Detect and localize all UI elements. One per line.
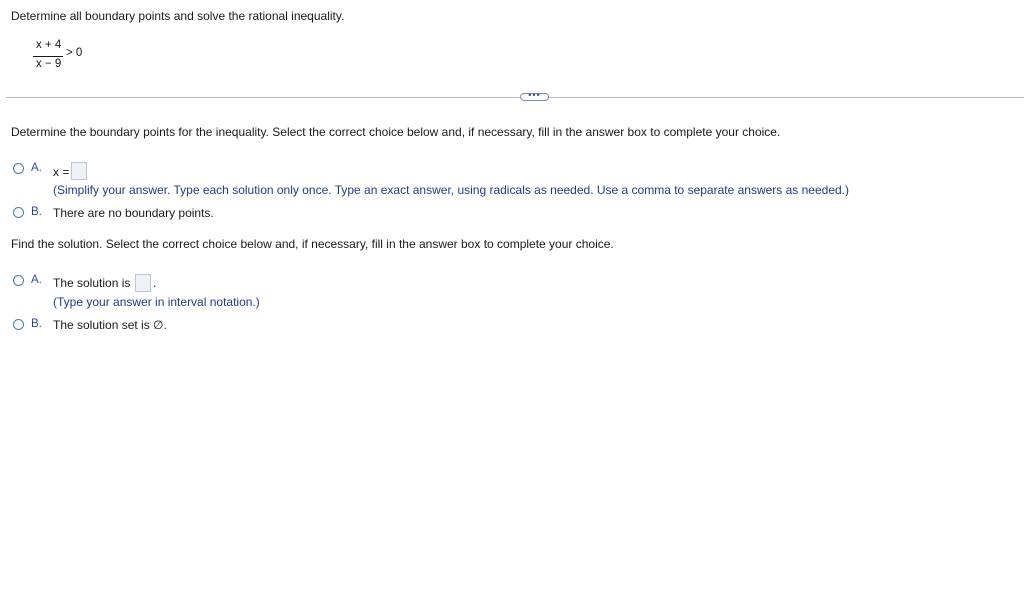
solution-answer-input[interactable]: [135, 274, 151, 292]
boundary-option-b-letter: B.: [31, 206, 42, 218]
solution-option-b-letter: B.: [31, 318, 42, 330]
boundary-answer-input[interactable]: [71, 162, 87, 180]
boundary-option-b-text: There are no boundary points.: [53, 206, 214, 220]
section-divider: [6, 97, 1024, 98]
boundary-option-a-hint: (Simplify your answer. Type each solution only once. Type an exact answer, using radicals as needed. Use a comma to separate answers as needed.): [53, 183, 849, 197]
inequality-relation: > 0: [66, 47, 83, 59]
fraction-denominator: x − 9: [36, 58, 62, 70]
solution-option-b-text: The solution set is ∅.: [53, 318, 167, 332]
fraction-bar: [33, 56, 63, 57]
solution-option-a-prefix: The solution is: [53, 276, 131, 290]
boundary-question: Determine the boundary points for the inequality. Select the correct choice below and, if necessary, fill in the answer box to complete your choice.: [11, 125, 781, 139]
boundary-option-a-radio[interactable]: [13, 163, 24, 174]
boundary-option-a-letter: A.: [31, 162, 42, 174]
problem-prompt: Determine all boundary points and solve the rational inequality.: [11, 9, 345, 23]
solution-option-a-letter: A.: [31, 274, 42, 286]
solution-option-a-radio[interactable]: [13, 275, 24, 286]
boundary-option-a-prefix: x =: [53, 165, 70, 179]
fraction-numerator: x + 4: [36, 39, 62, 51]
solution-option-b-radio[interactable]: [13, 319, 24, 330]
expand-button[interactable]: [520, 90, 549, 101]
solution-option-a-hint: (Type your answer in interval notation.): [53, 295, 260, 309]
solution-option-a-suffix: .: [153, 276, 157, 290]
ellipsis-icon: •••: [528, 90, 541, 100]
solution-question: Find the solution. Select the correct choice below and, if necessary, fill in the answer box to complete your choice.: [11, 237, 614, 251]
boundary-option-b-radio[interactable]: [13, 207, 24, 218]
